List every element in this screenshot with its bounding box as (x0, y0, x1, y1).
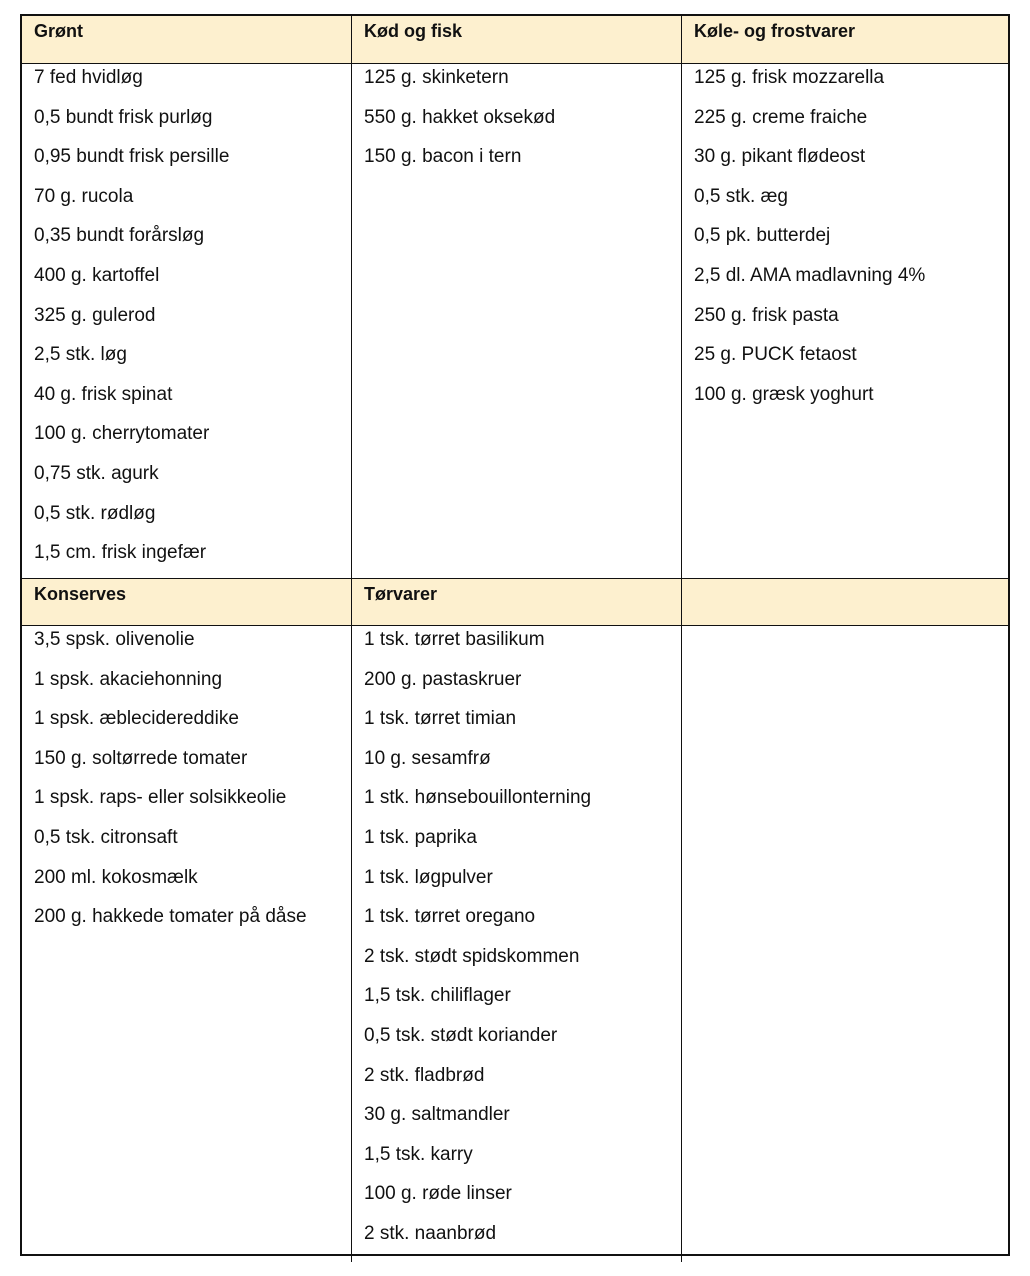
list-item: 30 g. pikant flødeost (694, 146, 866, 168)
list-item: 1 spsk. æblecidereddike (34, 708, 239, 730)
list-item: 0,35 bundt forårsløg (34, 225, 205, 247)
item-list (682, 64, 1008, 422)
list-item: 1 stk. hønsebouillonterning (364, 787, 592, 809)
section-body-kole-og-frostvarer (682, 64, 1008, 578)
list-item: 2,5 dl. AMA madlavning 4% (694, 264, 926, 286)
section-body-empty (682, 626, 1008, 1262)
list-item: 0,75 stk. agurk (34, 462, 159, 484)
list-item: 125 g. skinketern (364, 67, 509, 88)
list-item: 1 spsk. raps- eller solsikkeolie (34, 787, 287, 809)
list-item: 0,5 bundt frisk purløg (34, 106, 213, 128)
list-item: 150 g. bacon i tern (364, 146, 522, 168)
list-item: 0,5 tsk. citronsaft (34, 826, 178, 848)
list-item: 200 ml. kokosmælk (34, 866, 198, 888)
list-item: 1 tsk. tørret timian (364, 708, 517, 730)
section-body-torvarer (352, 626, 682, 1262)
section-title: Kød og fisk (364, 21, 462, 41)
section-body-gront (22, 64, 352, 578)
list-item: 3,5 spsk. olivenolie (34, 629, 195, 650)
list-item: 400 g. kartoffel (34, 264, 160, 286)
list-item: 225 g. creme fraiche (694, 106, 868, 128)
list-item: 1 tsk. tørret basilikum (364, 629, 545, 650)
list-item: 1,5 cm. frisk ingefær (34, 542, 207, 564)
item-list (352, 64, 681, 185)
section-body-konserves (22, 626, 352, 1262)
list-item: 200 g. pastaskruer (364, 668, 522, 690)
list-item: 1 tsk. paprika (364, 826, 477, 848)
list-item: 0,5 stk. æg (694, 185, 788, 207)
list-item: 100 g. røde linser (364, 1183, 512, 1205)
item-list (22, 626, 351, 945)
list-item: 1 tsk. tørret oregano (364, 906, 536, 928)
item-list (682, 626, 1008, 628)
item-list (352, 626, 681, 1262)
section-title: Konserves (34, 584, 127, 604)
list-item: 1 tsk. løgpulver (364, 866, 493, 888)
list-item: 1 spsk. akaciehonning (34, 668, 223, 690)
section-header-torvarer (352, 578, 682, 626)
list-item: 70 g. rucola (34, 185, 134, 207)
list-item: 1,5 tsk. karry (364, 1143, 473, 1165)
section-title: Køle- og frostvarer (694, 21, 856, 41)
list-item: 0,5 stk. rødløg (34, 502, 156, 524)
list-item: 2 tsk. stødt spidskommen (364, 945, 580, 967)
item-list (22, 64, 351, 581)
list-item: 0,95 bundt frisk persille (34, 146, 230, 168)
list-item: 1,5 tsk. chiliflager (364, 985, 511, 1007)
list-item: 200 g. hakkede tomater på dåse (34, 906, 307, 928)
section-header-konserves (22, 578, 352, 626)
list-item: 2,5 stk. løg (34, 344, 127, 366)
section-header-gront (22, 16, 352, 64)
list-item: 0,5 pk. butterdej (694, 225, 831, 247)
list-item: 250 g. frisk pasta (694, 304, 839, 326)
list-item: 100 g. cherrytomater (34, 423, 210, 445)
list-item: 10 g. sesamfrø (364, 747, 491, 769)
list-item: 150 g. soltørrede tomater (34, 747, 248, 769)
list-item: 2 stk. naanbrød (364, 1222, 497, 1244)
list-item: 30 g. saltmandler (364, 1104, 510, 1126)
section-header-empty (682, 578, 1008, 626)
section-header-kole-og-frostvarer (682, 16, 1008, 64)
list-item: 325 g. gulerod (34, 304, 156, 326)
section-header-kod-og-fisk (352, 16, 682, 64)
list-item: 0,5 tsk. stødt koriander (364, 1024, 558, 1046)
section-title: Grønt (34, 21, 83, 41)
shopping-list-table (20, 14, 1010, 1256)
list-item: 100 g. græsk yoghurt (694, 383, 874, 405)
list-item: 550 g. hakket oksekød (364, 106, 556, 128)
list-item: 2 stk. fladbrød (364, 1064, 485, 1086)
list-item: 125 g. frisk mozzarella (694, 67, 885, 88)
section-body-kod-og-fisk (352, 64, 682, 578)
list-item: 40 g. frisk spinat (34, 383, 173, 405)
section-title: Tørvarer (364, 584, 438, 604)
list-item: 7 fed hvidløg (34, 67, 143, 88)
list-item: 25 g. PUCK fetaost (694, 344, 857, 366)
